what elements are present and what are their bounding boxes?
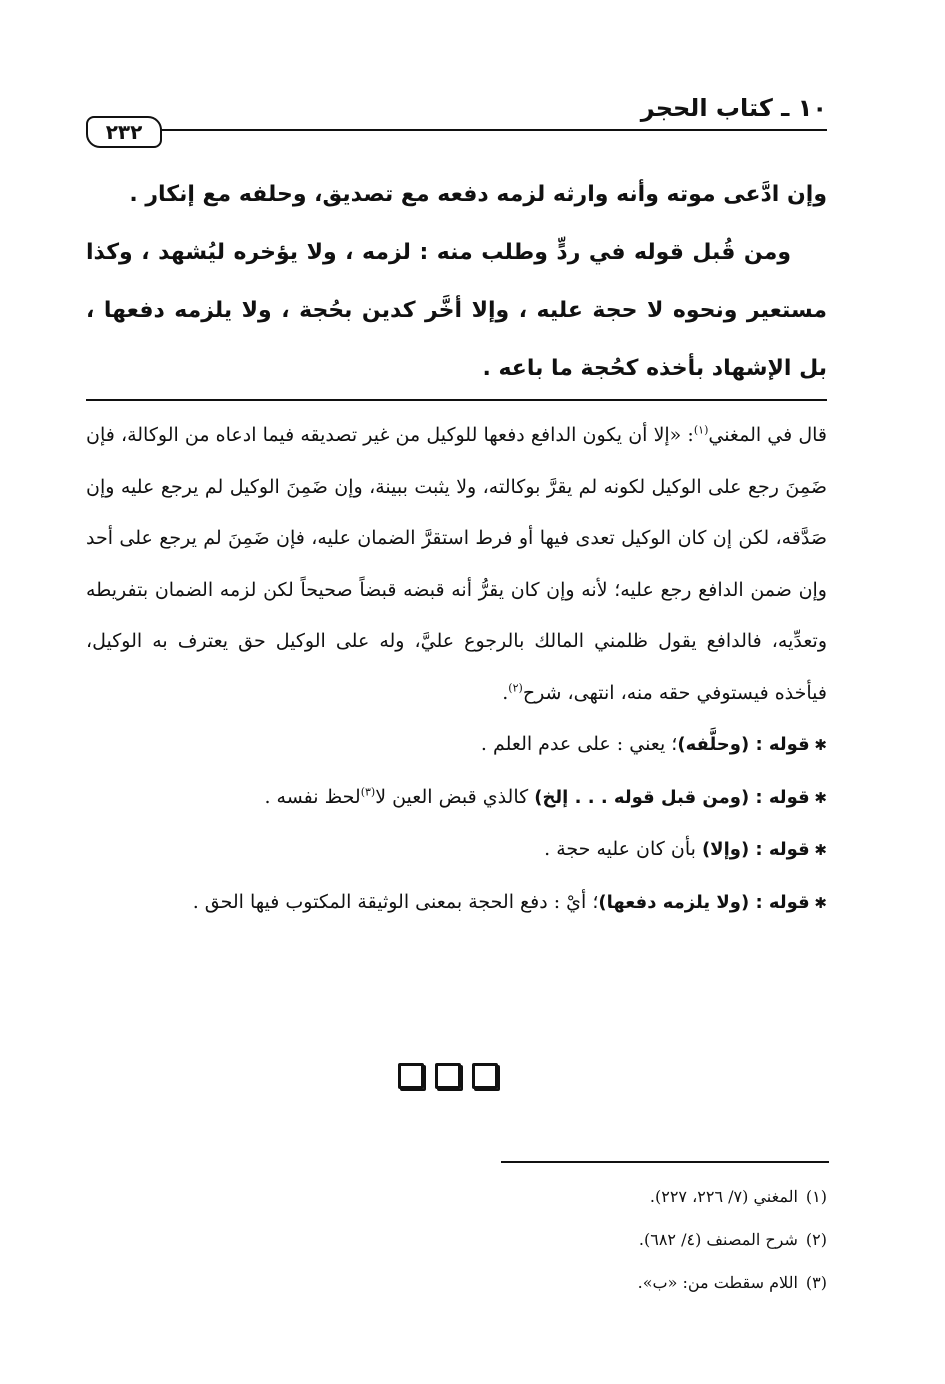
asterisk-icon: ✱: [809, 736, 827, 754]
footnote-number: (٢): [805, 1230, 827, 1249]
footnote: [86, 1261, 827, 1304]
gloss-label: قوله : (ولا يلزمه دفعها): [598, 891, 810, 913]
footnotes: [86, 1175, 827, 1304]
main-text-paragraph: وإن ادَّعى موته وأنه وارثه لزمه دفعه مع تصديق، وحلفه مع إنكار .: [129, 182, 827, 207]
commentary-separator: [86, 399, 827, 401]
running-head-chapter: ١٠ ـ كتاب الحجر: [640, 94, 827, 122]
commentary-text: .: [502, 681, 509, 704]
gloss-item: [86, 824, 827, 877]
footnote-ref[interactable]: (١): [693, 423, 709, 437]
commentary-paragraph: [86, 410, 827, 719]
header-rule: [86, 129, 827, 131]
gloss-label: قوله : (وإلا): [701, 839, 810, 860]
footnote-ref[interactable]: (٣): [360, 785, 376, 799]
footnote-number: (٣): [805, 1273, 827, 1292]
main-text: [86, 166, 827, 398]
square-ornament-icon: [398, 1063, 424, 1089]
page-header: [86, 88, 827, 148]
commentary-text: : «إلا أن يكون الدافع دفعها للوكيل من غير تصديقه فيما ادعاه من الوكالة، فإن ضَمِنَ رجع على الوكيل لكونه لم يقرَّ بوكالته، ولا يثبت ببينة، وإن ضَمِنَ الوكيل لم يرجع عليه وإن صَدَّقه، لكن إن كان الوكيل تعدى فيها أو فرط استقرَّ الضمان عليه، فإن ضَمِنَ لم يرجع على أحد وإن ضمن الدافع رجع عليه؛ لأنه وإن كان يقرُّ أنه قبضه قبضاً صحيحاً لكن لزمه الضمان بتفريطه وتعدِّيه، فالدافع يقول ظلمني المالك بالرجوع عليَّ، وله على الوكيل حق يعترف به الوكيل، فيأخذه فيستوفي حقه منه، انتهى، شرح: [86, 424, 827, 704]
asterisk-icon: ✱: [809, 893, 827, 912]
gloss-item: [86, 772, 827, 825]
section-end-ornament: [398, 1063, 498, 1089]
footnote: [86, 1218, 827, 1261]
footnote-text: المغني (٧/ ٢٢٦، ٢٢٧).: [649, 1187, 798, 1206]
gloss-label: قوله : (ومن قبل قوله . . . إلخ): [534, 786, 810, 808]
footnote: [86, 1175, 827, 1218]
square-ornament-icon: [435, 1063, 461, 1089]
gloss-text: بأن كان عليه حجة .: [544, 838, 702, 860]
asterisk-icon: ✱: [809, 841, 827, 859]
gloss-text: ؛ أيْ : دفع الحجة بمعنى الوثيقة المكتوب فيها الحق .: [192, 890, 599, 913]
footnote-text: اللام سقطت من: «ب».: [637, 1273, 798, 1292]
footnote-rule: [501, 1161, 829, 1163]
commentary: [86, 410, 827, 929]
asterisk-icon: ✱: [809, 788, 827, 807]
gloss-item: [86, 719, 827, 772]
square-ornament-icon: [472, 1063, 498, 1089]
footnote-ref[interactable]: (٢): [508, 681, 523, 695]
gloss-item: [86, 877, 827, 930]
footnote-number: (١): [805, 1187, 827, 1206]
commentary-text: قال في المغني: [708, 424, 827, 446]
gloss-label: قوله : (وحلَّفه): [677, 734, 810, 755]
page-number: ٢٣٢: [86, 116, 162, 148]
footnote-text: شرح المصنف (٤/ ٦٨٢).: [638, 1230, 798, 1249]
gloss-text: لحظ نفسه .: [264, 785, 361, 808]
gloss-text: كالذي قبض العين لا: [375, 785, 535, 808]
main-text-paragraph: ومن قُبل قوله في ردٍّ وطلب منه : لزمه ، ولا يؤخره ليُشهد ، وكذا مستعير ونحوه لا حجة عليه ، وإلا أخَّر كدين بحُجة ، ولا يلزمه دفعها ، بل الإشهاد بأخذه كحُجة ما باعه .: [86, 240, 827, 381]
gloss-text: ؛ يعني : على عدم العلم .: [480, 733, 678, 755]
